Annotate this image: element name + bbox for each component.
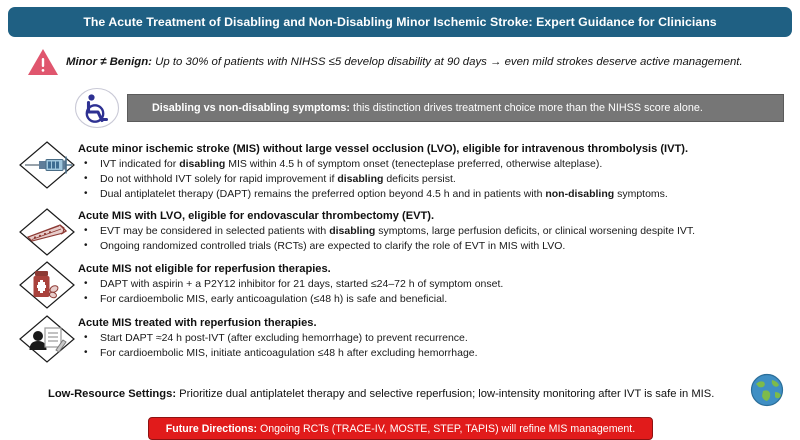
section-heading: Acute MIS with LVO, eligible for endovascular thrombectomy (EVT). (78, 210, 435, 222)
low-resource-lead: Low-Resource Settings: (48, 388, 177, 400)
future-directions-banner (148, 417, 653, 440)
list-item: • Do not withhold IVT solely for rapid improvement if disabling deficits persist. (78, 172, 794, 187)
section-heading: Acute minor ischemic stroke (MIS) without large vessel occlusion (LVO), eligible for intravenous thrombolysis (IVT). (78, 143, 689, 155)
section-body (78, 260, 794, 307)
section-bullet-list (78, 157, 794, 202)
minor-not-benign-callout (26, 44, 786, 80)
pill-bottle-icon (16, 258, 78, 312)
section-post-reperfusion (16, 314, 794, 366)
section-bullet-list (78, 277, 794, 307)
syringe-icon (16, 138, 78, 192)
low-resource-text (48, 388, 746, 400)
disabling-distinction-banner (127, 94, 784, 122)
section-evt-with-lvo (16, 207, 794, 259)
low-resource-body: Prioritize dual antiplatelet therapy and selective reperfusion; low-intensity monitoring after IVT is safe in MIS. (176, 388, 715, 400)
section-ivt-no-lvo (16, 140, 794, 202)
list-item: • DAPT with aspirin + a P2Y12 inhibitor for 21 days, started ≤24–72 h of symptom onset. (78, 277, 794, 292)
section-body (78, 140, 794, 202)
low-resource-settings-row (48, 381, 784, 407)
list-item: • For cardioembolic MIS, initiate anticoagulation ≤48 h after excluding hemorrhage. (78, 346, 794, 361)
header-banner (8, 7, 792, 37)
section-bullet-list (78, 224, 794, 254)
disabling-distinction-row (74, 86, 784, 130)
future-directions-lead: Future Directions: (165, 422, 258, 435)
list-item: • EVT may be considered in selected patients with disabling symptoms, large perfusion deficits, or clinical worsening despite IVT. (78, 224, 794, 239)
wheelchair-accessibility-icon (74, 87, 120, 129)
section-body (78, 314, 794, 361)
disabling-distinction-body: this distinction drives treatment choice more than the NIHSS score alone. (349, 102, 703, 114)
section-heading: Acute MIS treated with reperfusion therapies. (78, 317, 317, 329)
future-directions-text (166, 423, 635, 435)
alert-text (66, 55, 743, 69)
stent-retriever-icon (16, 205, 78, 259)
section-body (78, 207, 794, 254)
list-item: • IVT indicated for disabling MIS within 4.5 h of symptom onset (tenecteplase preferred, otherwise alteplase). (78, 157, 794, 172)
clinician-checklist-icon (16, 312, 78, 366)
warning-triangle-icon (26, 47, 60, 77)
disabling-distinction-lead: Disabling vs non-disabling symptoms: (152, 102, 350, 114)
list-item: • Ongoing randomized controlled trials (RCTs) are expected to clarify the role of EVT in MIS with LVO. (78, 239, 794, 254)
alert-body: Up to 30% of patients with NIHSS ≤5 develop disability at 90 days → even mild strokes deserve active management. (151, 55, 743, 68)
alert-lead: Minor ≠ Benign: (66, 55, 152, 68)
future-directions-body: Ongoing RCTs (TRACE-IV, MOSTE, STEP, TAPIS) will refine MIS management. (257, 422, 636, 435)
list-item: • Dual antiplatelet therapy (DAPT) remains the preferred option beyond 4.5 h and in patients with non-disabling symptoms. (78, 187, 794, 202)
disabling-distinction-text (152, 102, 703, 114)
section-bullet-list (78, 331, 794, 361)
page-title: The Acute Treatment of Disabling and Non-Disabling Minor Ischemic Stroke: Expert Guidance for Clinicians (83, 15, 717, 29)
earth-globe-icon (750, 373, 784, 407)
list-item: • Start DAPT ≈24 h post-IVT (after excluding hemorrhage) to prevent recurrence. (78, 331, 794, 346)
list-item: • For cardioembolic MIS, early anticoagulation (≤48 h) is safe and beneficial. (78, 292, 794, 307)
section-no-reperfusion (16, 260, 794, 312)
section-heading: Acute MIS not eligible for reperfusion therapies. (78, 263, 331, 275)
